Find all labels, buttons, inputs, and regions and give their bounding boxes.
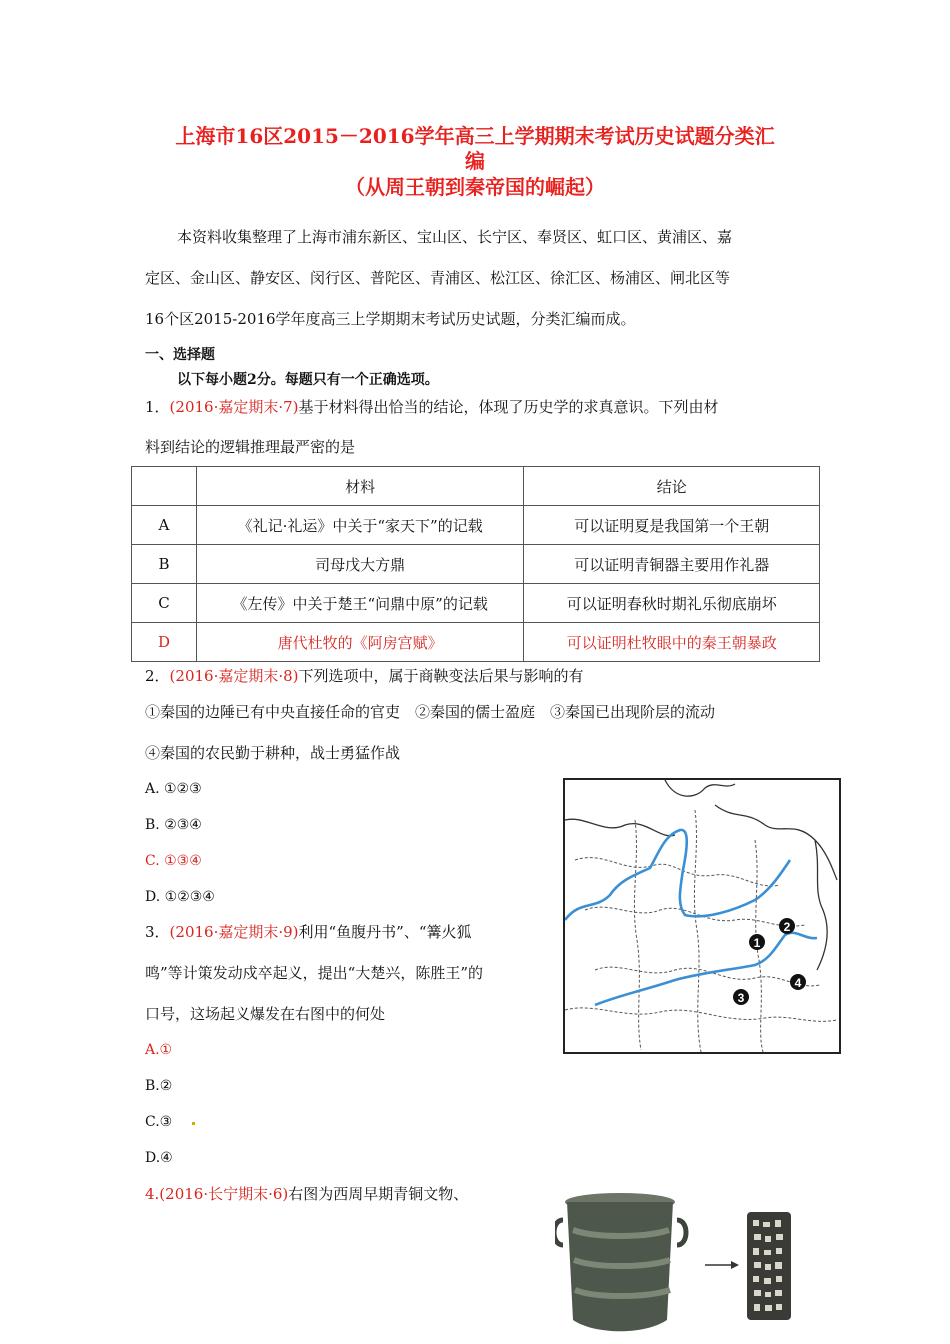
table-cell: 可以证明夏是我国第一个王朝: [524, 506, 820, 545]
q4-text: 右图为西周早期青铜文物、: [288, 1185, 469, 1203]
q3-stem-line3: 口号，这场起义爆发在右图中的何处: [145, 1005, 386, 1023]
table-row: [132, 584, 820, 623]
q1-source: (2016·嘉定期末·7): [169, 398, 299, 416]
table-cell: 可以证明杜牧眼中的秦王朝暴政: [524, 623, 820, 662]
q3-stem-line1: [145, 922, 472, 942]
q1-table: [131, 466, 820, 662]
q1-text: 基于材料得出恰当的结论，体现了历史学的求真意识。下列由材: [298, 398, 719, 416]
q2-items-line1: ①秦国的边陲已有中央直接任命的官吏 ②秦国的儒士盈庭 ③秦国已出现阶层的流动: [145, 703, 716, 721]
table-cell: 唐代杜牧的《阿房宫赋》: [196, 623, 524, 662]
q4-stem: [145, 1184, 468, 1204]
table-cell: C: [132, 584, 197, 623]
table-header-cell: [132, 467, 197, 506]
border-line: [565, 819, 675, 836]
q3-option-b: B.②: [145, 1078, 173, 1094]
table-cell: 《左传》中关于楚王“问鼎中原”的记载: [196, 584, 524, 623]
q3-option-d: D.④: [145, 1150, 173, 1166]
coastline: [715, 805, 837, 880]
table-cell: 可以证明青铜器主要用作礼器: [524, 545, 820, 584]
section-instruction: 以下每小题2分。每题只有一个正确选项。: [177, 372, 439, 388]
q2-option-d: D. ①②③④: [145, 889, 215, 905]
qin-map-figure: [563, 778, 841, 1054]
q2-option-b: B. ②③④: [145, 817, 202, 833]
marker-label: 2: [783, 920, 791, 934]
doc-subtitle: （从周王朝到秦帝国的崛起）: [345, 175, 605, 199]
table-cell: 《礼记·礼运》中关于“家天下”的记载: [196, 506, 524, 545]
q3-option-a-answer: A.①: [145, 1042, 173, 1058]
table-cell: 司母戊大方鼎: [196, 545, 524, 584]
doc-title-line1: 上海市16区2015－2016学年高三上学期期末考试历史试题分类汇: [175, 124, 775, 148]
table-row: [132, 545, 820, 584]
q1-stem-line2: 料到结论的逻辑推理最严密的是: [145, 438, 356, 456]
table-row-answer: [132, 623, 820, 662]
q1-number: 1．: [145, 398, 170, 416]
vessel-handle: [555, 1220, 563, 1245]
q2-stem: [145, 666, 584, 686]
marker-label: 1: [753, 936, 761, 950]
q2-items-line2: ④秦国的农民勤于耕种，战士勇猛作战: [145, 744, 401, 762]
q2-number: 2．: [145, 667, 170, 685]
doc-title-line2: 编: [465, 149, 485, 173]
q3-option-c: C.③: [145, 1114, 173, 1130]
q4-source: 4.(2016·长宁期末·6): [145, 1185, 289, 1203]
table-cell: 可以证明春秋时期礼乐彻底崩坏: [524, 584, 820, 623]
stray-dot: [192, 1122, 195, 1125]
table-header-cell: 材料: [196, 467, 524, 506]
intro-line-2: 定区、金山区、静安区、闵行区、普陀区、青浦区、松江区、徐汇区、杨浦区、闸北区等: [145, 269, 731, 287]
marker-label: 4: [794, 976, 802, 990]
table-cell: B: [132, 545, 197, 584]
q3-number: 3．: [145, 923, 170, 941]
q1-table-header: [132, 467, 820, 506]
artifact-svg: [555, 1190, 795, 1340]
q3-text: 利用“鱼腹丹书”、“篝火狐: [298, 923, 472, 941]
border-line: [665, 780, 735, 796]
q1-stem-line1: [145, 397, 719, 417]
intro-line-3: 16个区2015-2016学年度高三上学期期末考试历史试题，分类汇编而成。: [145, 310, 636, 328]
q2-source: (2016·嘉定期末·8): [169, 667, 299, 685]
q2-text: 下列选项中，属于商鞅变法后果与影响的有: [298, 667, 584, 685]
arrow-head-icon: [731, 1261, 739, 1269]
q2-option-a: A. ①②③: [145, 781, 202, 797]
table-cell: D: [132, 623, 197, 662]
table-row: [132, 506, 820, 545]
table-cell: A: [132, 506, 197, 545]
q3-source: (2016·嘉定期末·9): [169, 923, 299, 941]
table-header-cell: 结论: [524, 467, 820, 506]
marker-label: 3: [737, 991, 745, 1005]
section-heading: 一、选择题: [145, 347, 215, 363]
q2-option-c-answer: C. ①③④: [145, 853, 202, 869]
vessel-handle: [677, 1220, 686, 1245]
intro-line-1: 本资料收集整理了上海市浦东新区、宝山区、长宁区、奉贤区、虹口区、黄浦区、嘉: [177, 228, 733, 246]
yangtze-river: [595, 933, 817, 1005]
map-svg: [565, 780, 839, 1052]
bronze-artifact-figure: [555, 1190, 795, 1344]
map-markers: [733, 918, 806, 1005]
q3-stem-line2: 鸣”等计策发动戍卒起义，提出“大楚兴，陈胜王”的: [145, 964, 484, 982]
coastline: [815, 840, 827, 970]
